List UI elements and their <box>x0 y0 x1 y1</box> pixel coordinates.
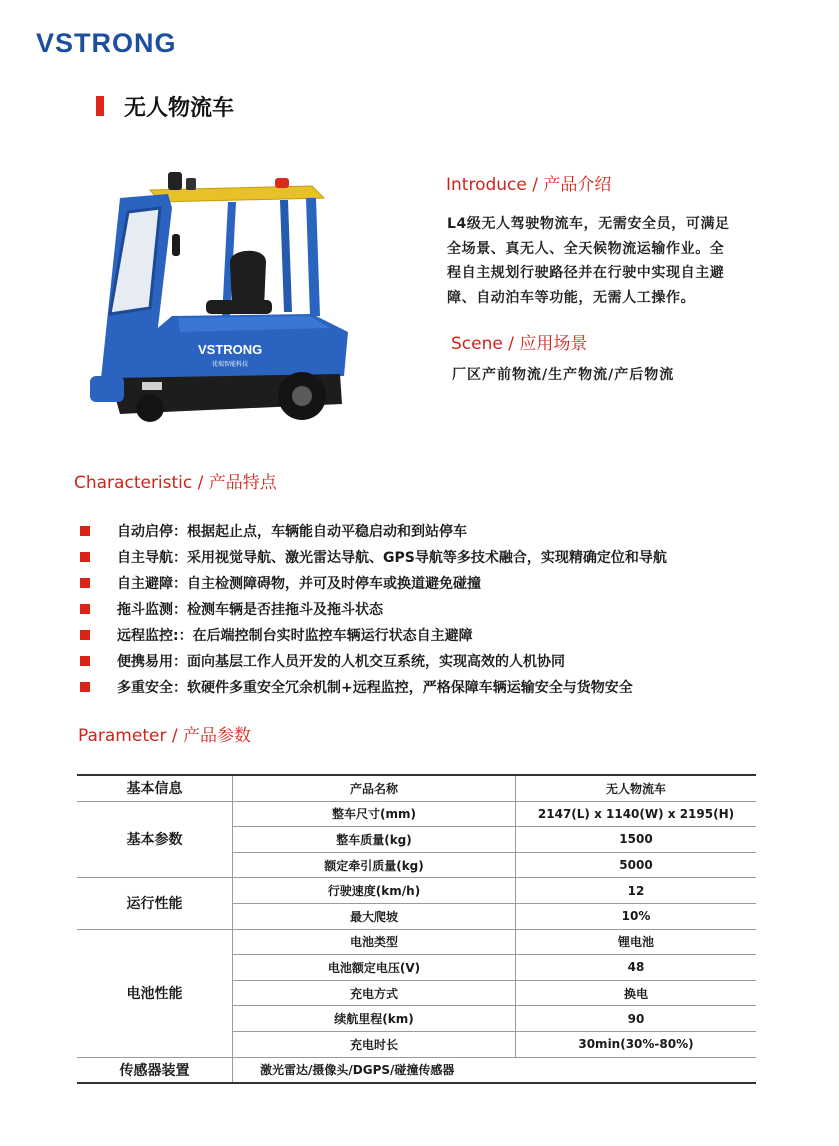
param-value: 90 <box>516 1006 757 1032</box>
bullet-square-icon <box>80 682 90 692</box>
group-cell: 传感器装置 <box>77 1057 233 1083</box>
list-item <box>80 518 667 544</box>
table-row <box>77 801 756 827</box>
page-title: 无人物流车 <box>124 96 235 121</box>
bullet-square-icon <box>80 526 90 536</box>
scene-heading: Scene / 应用场景 <box>451 334 588 354</box>
param-value: 激光雷达/摄像头/DGPS/碰撞传感器 <box>233 1057 757 1083</box>
list-item <box>80 648 667 674</box>
param-value: 换电 <box>516 980 757 1006</box>
feature-text: 多重安全：软硬件多重安全冗余机制+远程监控，严格保障车辆运输安全与货物安全 <box>117 680 633 696</box>
parameter-heading: Parameter / 产品参数 <box>78 726 251 746</box>
introduce-line: 程自主规划行驶路径并在行驶中实现自主避 <box>447 265 725 281</box>
feature-text: 拖斗监测：检测车辆是否挂拖斗及拖斗状态 <box>117 602 383 618</box>
feature-text: 自主避障：自主检测障碍物，并可及时停车或换道避免碰撞 <box>117 576 481 592</box>
feature-list <box>80 518 667 700</box>
param-value: 30min(30%-80%) <box>516 1031 757 1057</box>
introduce-line: 全场景、真无人、全天候物流运输作业。全 <box>447 240 725 257</box>
param-name: 充电方式 <box>233 980 516 1006</box>
introduce-line: 障、自动泊车等功能，无需人工操作。 <box>447 289 696 306</box>
scene-text: 厂区产前物流/生产物流/产后物流 <box>452 367 675 383</box>
param-name: 电池类型 <box>233 929 516 955</box>
parameter-table <box>77 774 756 1084</box>
table-row <box>77 1057 756 1083</box>
param-name: 续航里程(km) <box>233 1006 516 1032</box>
list-item <box>80 544 667 570</box>
group-cell: 基本信息 <box>77 775 233 801</box>
group-cell: 运行性能 <box>77 878 233 929</box>
param-name: 最大爬坡 <box>233 903 516 929</box>
feature-text: 自主导航：采用视觉导航、激光雷达导航、GPS导航等多技术融合，实现精确定位和导航 <box>117 550 667 566</box>
list-item <box>80 622 667 648</box>
param-name: 行驶速度(km/h) <box>233 878 516 904</box>
feature-text: 自动启停：根据起止点，车辆能自动平稳启动和到站停车 <box>117 524 467 540</box>
bullet-square-icon <box>80 630 90 640</box>
table-row <box>77 929 756 955</box>
param-name: 整车质量(kg) <box>233 827 516 853</box>
brand-logo: VSTRONG <box>36 28 177 58</box>
param-name: 额定牵引质量(kg) <box>233 852 516 878</box>
param-value: 锂电池 <box>516 929 757 955</box>
param-value: 1500 <box>516 827 757 853</box>
param-value: 10% <box>516 903 757 929</box>
list-item <box>80 674 667 700</box>
param-name: 产品名称 <box>233 775 516 801</box>
vehicle-badge-sub: 优瑞智能科技 <box>212 361 249 368</box>
param-value: 12 <box>516 878 757 904</box>
param-value: 无人物流车 <box>516 775 757 801</box>
param-value: 5000 <box>516 852 757 878</box>
table-row <box>77 775 756 801</box>
param-value: 2147(L) x 1140(W) x 2195(H) <box>516 801 757 827</box>
introduce-heading: Introduce / 产品介绍 <box>446 175 612 195</box>
introduce-line: L4级无人驾驶物流车，无需安全员，可满足 <box>447 216 730 232</box>
title-accent-bar <box>96 96 104 116</box>
param-name: 充电时长 <box>233 1031 516 1057</box>
bullet-square-icon <box>80 604 90 614</box>
param-name: 电池额定电压(V) <box>233 955 516 981</box>
table-row <box>77 878 756 904</box>
vehicle-badge-brand: VSTRONG <box>198 342 263 357</box>
bullet-square-icon <box>80 656 90 666</box>
vehicle-image <box>80 168 380 428</box>
bullet-square-icon <box>80 578 90 588</box>
list-item <box>80 596 667 622</box>
group-cell: 基本参数 <box>77 801 233 878</box>
feature-text: 便携易用：面向基层工作人员开发的人机交互系统，实现高效的人机协同 <box>117 654 565 670</box>
group-cell: 电池性能 <box>77 929 233 1057</box>
param-value: 48 <box>516 955 757 981</box>
introduce-body <box>447 212 787 310</box>
feature-text: 远程监控:：在后端控制台实时监控车辆运行状态自主避障 <box>117 628 473 644</box>
list-item <box>80 570 667 596</box>
characteristic-heading: Characteristic / 产品特点 <box>74 473 277 493</box>
param-name: 整车尺寸(mm) <box>233 801 516 827</box>
bullet-square-icon <box>80 552 90 562</box>
